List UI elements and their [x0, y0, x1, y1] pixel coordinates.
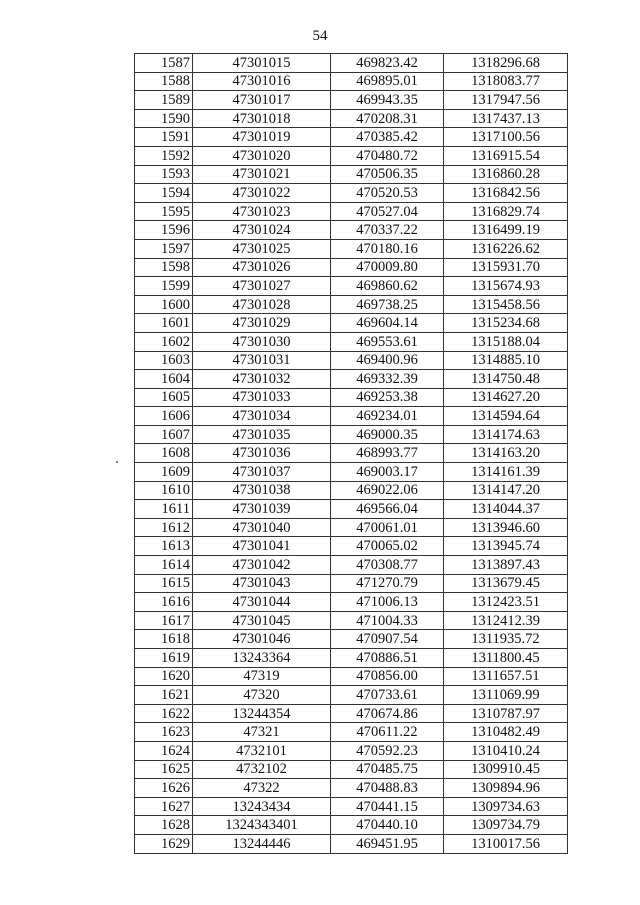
x-coordinate-cell: 469003.17 [331, 463, 444, 482]
table-row [135, 332, 568, 351]
row-number-cell: 1601 [135, 314, 193, 333]
table-row [135, 277, 568, 296]
y-coordinate-cell: 1311935.72 [444, 630, 568, 649]
x-coordinate-cell: 470009.80 [331, 258, 444, 277]
table-row [135, 537, 568, 556]
coordinate-table [134, 53, 568, 854]
x-coordinate-cell: 470180.16 [331, 239, 444, 258]
x-coordinate-cell: 470208.31 [331, 109, 444, 128]
x-coordinate-cell: 469332.39 [331, 370, 444, 389]
table-row [135, 184, 568, 203]
row-number-cell: 1604 [135, 370, 193, 389]
row-number-cell: 1591 [135, 128, 193, 147]
x-coordinate-cell: 469451.95 [331, 834, 444, 853]
table-row [135, 407, 568, 426]
point-id-cell: 47301021 [193, 165, 331, 184]
x-coordinate-cell: 469738.25 [331, 295, 444, 314]
y-coordinate-cell: 1316829.74 [444, 202, 568, 221]
table-row [135, 481, 568, 500]
row-number-cell: 1614 [135, 556, 193, 575]
table-row [135, 500, 568, 519]
row-number-cell: 1616 [135, 593, 193, 612]
row-number-cell: 1599 [135, 277, 193, 296]
table-row [135, 723, 568, 742]
table-row [135, 370, 568, 389]
table-row [135, 91, 568, 110]
table-row [135, 221, 568, 240]
point-id-cell: 47301036 [193, 444, 331, 463]
x-coordinate-cell: 470520.53 [331, 184, 444, 203]
y-coordinate-cell: 1315458.56 [444, 295, 568, 314]
row-number-cell: 1605 [135, 388, 193, 407]
point-id-cell: 47301029 [193, 314, 331, 333]
point-id-cell: 47301017 [193, 91, 331, 110]
y-coordinate-cell: 1317437.13 [444, 109, 568, 128]
row-number-cell: 1600 [135, 295, 193, 314]
row-number-cell: 1612 [135, 518, 193, 537]
x-coordinate-cell: 470385.42 [331, 128, 444, 147]
x-coordinate-cell: 470856.00 [331, 667, 444, 686]
x-coordinate-cell: 470440.10 [331, 816, 444, 835]
x-coordinate-cell: 470485.75 [331, 760, 444, 779]
point-id-cell: 47301039 [193, 500, 331, 519]
x-coordinate-cell: 470488.83 [331, 779, 444, 798]
y-coordinate-cell: 1314750.48 [444, 370, 568, 389]
point-id-cell: 47301035 [193, 425, 331, 444]
point-id-cell: 47301018 [193, 109, 331, 128]
x-coordinate-cell: 470337.22 [331, 221, 444, 240]
row-number-cell: 1608 [135, 444, 193, 463]
point-id-cell: 47301032 [193, 370, 331, 389]
y-coordinate-cell: 1318296.68 [444, 54, 568, 73]
y-coordinate-cell: 1315674.93 [444, 277, 568, 296]
point-id-cell: 47301027 [193, 277, 331, 296]
table-row [135, 518, 568, 537]
y-coordinate-cell: 1314044.37 [444, 500, 568, 519]
y-coordinate-cell: 1314594.64 [444, 407, 568, 426]
y-coordinate-cell: 1309734.63 [444, 797, 568, 816]
row-number-cell: 1626 [135, 779, 193, 798]
table-row [135, 295, 568, 314]
y-coordinate-cell: 1314885.10 [444, 351, 568, 370]
point-id-cell: 47301031 [193, 351, 331, 370]
table-row [135, 463, 568, 482]
y-coordinate-cell: 1311069.99 [444, 686, 568, 705]
table-row [135, 649, 568, 668]
x-coordinate-cell: 470907.54 [331, 630, 444, 649]
point-id-cell: 47301044 [193, 593, 331, 612]
point-id-cell: 47301028 [193, 295, 331, 314]
y-coordinate-cell: 1310410.24 [444, 741, 568, 760]
y-coordinate-cell: 1316499.19 [444, 221, 568, 240]
x-coordinate-cell: 470065.02 [331, 537, 444, 556]
y-coordinate-cell: 1310017.56 [444, 834, 568, 853]
row-number-cell: 1588 [135, 72, 193, 91]
point-id-cell: 47301022 [193, 184, 331, 203]
table-row [135, 165, 568, 184]
x-coordinate-cell: 469895.01 [331, 72, 444, 91]
x-coordinate-cell: 469566.04 [331, 500, 444, 519]
x-coordinate-cell: 469860.62 [331, 277, 444, 296]
point-id-cell: 47301026 [193, 258, 331, 277]
x-coordinate-cell: 468993.77 [331, 444, 444, 463]
x-coordinate-cell: 470611.22 [331, 723, 444, 742]
row-number-cell: 1627 [135, 797, 193, 816]
table-row [135, 834, 568, 853]
point-id-cell: 47301019 [193, 128, 331, 147]
point-id-cell: 47301042 [193, 556, 331, 575]
table-row [135, 444, 568, 463]
y-coordinate-cell: 1309734.79 [444, 816, 568, 835]
table-row [135, 202, 568, 221]
y-coordinate-cell: 1315931.70 [444, 258, 568, 277]
row-number-cell: 1624 [135, 741, 193, 760]
y-coordinate-cell: 1309894.96 [444, 779, 568, 798]
y-coordinate-cell: 1314161.39 [444, 463, 568, 482]
x-coordinate-cell: 471270.79 [331, 574, 444, 593]
y-coordinate-cell: 1312423.51 [444, 593, 568, 612]
row-number-cell: 1613 [135, 537, 193, 556]
point-id-cell: 13244446 [193, 834, 331, 853]
y-coordinate-cell: 1313946.60 [444, 518, 568, 537]
y-coordinate-cell: 1310482.49 [444, 723, 568, 742]
x-coordinate-cell: 470308.77 [331, 556, 444, 575]
x-coordinate-cell: 470592.23 [331, 741, 444, 760]
point-id-cell: 47321 [193, 723, 331, 742]
table-row [135, 128, 568, 147]
y-coordinate-cell: 1314163.20 [444, 444, 568, 463]
point-id-cell: 47301034 [193, 407, 331, 426]
point-id-cell: 47301025 [193, 239, 331, 258]
point-id-cell: 4732102 [193, 760, 331, 779]
table-row [135, 54, 568, 73]
point-id-cell: 47319 [193, 667, 331, 686]
x-coordinate-cell: 471006.13 [331, 593, 444, 612]
row-number-cell: 1603 [135, 351, 193, 370]
point-id-cell: 47320 [193, 686, 331, 705]
row-number-cell: 1594 [135, 184, 193, 203]
point-id-cell: 47301043 [193, 574, 331, 593]
row-number-cell: 1592 [135, 146, 193, 165]
row-number-cell: 1602 [135, 332, 193, 351]
y-coordinate-cell: 1313945.74 [444, 537, 568, 556]
x-coordinate-cell: 469234.01 [331, 407, 444, 426]
point-id-cell: 47301020 [193, 146, 331, 165]
table-row [135, 593, 568, 612]
y-coordinate-cell: 1309910.45 [444, 760, 568, 779]
point-id-cell: 13243364 [193, 649, 331, 668]
y-coordinate-cell: 1311800.45 [444, 649, 568, 668]
x-coordinate-cell: 470061.01 [331, 518, 444, 537]
x-coordinate-cell: 469022.06 [331, 481, 444, 500]
y-coordinate-cell: 1316226.62 [444, 239, 568, 258]
y-coordinate-cell: 1313679.45 [444, 574, 568, 593]
table-row [135, 351, 568, 370]
x-coordinate-cell: 470886.51 [331, 649, 444, 668]
y-coordinate-cell: 1313897.43 [444, 556, 568, 575]
x-coordinate-cell: 469400.96 [331, 351, 444, 370]
y-coordinate-cell: 1318083.77 [444, 72, 568, 91]
y-coordinate-cell: 1311657.51 [444, 667, 568, 686]
table-row [135, 574, 568, 593]
row-number-cell: 1593 [135, 165, 193, 184]
table-row [135, 556, 568, 575]
scan-speck [116, 461, 118, 463]
row-number-cell: 1618 [135, 630, 193, 649]
x-coordinate-cell: 469253.38 [331, 388, 444, 407]
table-row [135, 816, 568, 835]
row-number-cell: 1587 [135, 54, 193, 73]
point-id-cell: 47301045 [193, 611, 331, 630]
table-row [135, 314, 568, 333]
table-row [135, 425, 568, 444]
row-number-cell: 1610 [135, 481, 193, 500]
row-number-cell: 1609 [135, 463, 193, 482]
row-number-cell: 1596 [135, 221, 193, 240]
y-coordinate-cell: 1310787.97 [444, 704, 568, 723]
row-number-cell: 1622 [135, 704, 193, 723]
x-coordinate-cell: 469823.42 [331, 54, 444, 73]
x-coordinate-cell: 469553.61 [331, 332, 444, 351]
point-id-cell: 47301030 [193, 332, 331, 351]
row-number-cell: 1598 [135, 258, 193, 277]
table-body [135, 54, 568, 854]
row-number-cell: 1629 [135, 834, 193, 853]
table-row [135, 388, 568, 407]
x-coordinate-cell: 470441.15 [331, 797, 444, 816]
point-id-cell: 47301041 [193, 537, 331, 556]
y-coordinate-cell: 1314174.63 [444, 425, 568, 444]
table-row [135, 146, 568, 165]
point-id-cell: 47301015 [193, 54, 331, 73]
y-coordinate-cell: 1315234.68 [444, 314, 568, 333]
table-row [135, 630, 568, 649]
table-row [135, 109, 568, 128]
row-number-cell: 1628 [135, 816, 193, 835]
row-number-cell: 1620 [135, 667, 193, 686]
point-id-cell: 13243434 [193, 797, 331, 816]
y-coordinate-cell: 1314627.20 [444, 388, 568, 407]
y-coordinate-cell: 1312412.39 [444, 611, 568, 630]
row-number-cell: 1590 [135, 109, 193, 128]
y-coordinate-cell: 1315188.04 [444, 332, 568, 351]
row-number-cell: 1621 [135, 686, 193, 705]
row-number-cell: 1615 [135, 574, 193, 593]
point-id-cell: 47301038 [193, 481, 331, 500]
x-coordinate-cell: 470674.86 [331, 704, 444, 723]
table-row [135, 611, 568, 630]
row-number-cell: 1625 [135, 760, 193, 779]
point-id-cell: 47301016 [193, 72, 331, 91]
page-number: 54 [312, 28, 328, 44]
y-coordinate-cell: 1314147.20 [444, 481, 568, 500]
point-id-cell: 47301046 [193, 630, 331, 649]
table-row [135, 239, 568, 258]
point-id-cell: 47301040 [193, 518, 331, 537]
row-number-cell: 1595 [135, 202, 193, 221]
y-coordinate-cell: 1316860.28 [444, 165, 568, 184]
y-coordinate-cell: 1317947.56 [444, 91, 568, 110]
x-coordinate-cell: 470527.04 [331, 202, 444, 221]
table-row [135, 779, 568, 798]
table-row [135, 667, 568, 686]
point-id-cell: 1324343401 [193, 816, 331, 835]
point-id-cell: 47301023 [193, 202, 331, 221]
table-row [135, 72, 568, 91]
point-id-cell: 47301024 [193, 221, 331, 240]
table-row [135, 741, 568, 760]
x-coordinate-cell: 470480.72 [331, 146, 444, 165]
x-coordinate-cell: 471004.33 [331, 611, 444, 630]
table-row [135, 704, 568, 723]
row-number-cell: 1607 [135, 425, 193, 444]
row-number-cell: 1623 [135, 723, 193, 742]
row-number-cell: 1589 [135, 91, 193, 110]
y-coordinate-cell: 1316915.54 [444, 146, 568, 165]
row-number-cell: 1619 [135, 649, 193, 668]
point-id-cell: 13244354 [193, 704, 331, 723]
point-id-cell: 47322 [193, 779, 331, 798]
row-number-cell: 1606 [135, 407, 193, 426]
x-coordinate-cell: 469000.35 [331, 425, 444, 444]
point-id-cell: 47301033 [193, 388, 331, 407]
y-coordinate-cell: 1316842.56 [444, 184, 568, 203]
x-coordinate-cell: 470733.61 [331, 686, 444, 705]
point-id-cell: 47301037 [193, 463, 331, 482]
table-row [135, 797, 568, 816]
x-coordinate-cell: 469943.35 [331, 91, 444, 110]
table-row [135, 686, 568, 705]
x-coordinate-cell: 470506.35 [331, 165, 444, 184]
x-coordinate-cell: 469604.14 [331, 314, 444, 333]
point-id-cell: 4732101 [193, 741, 331, 760]
row-number-cell: 1617 [135, 611, 193, 630]
table-row [135, 760, 568, 779]
row-number-cell: 1597 [135, 239, 193, 258]
table-row [135, 258, 568, 277]
row-number-cell: 1611 [135, 500, 193, 519]
y-coordinate-cell: 1317100.56 [444, 128, 568, 147]
